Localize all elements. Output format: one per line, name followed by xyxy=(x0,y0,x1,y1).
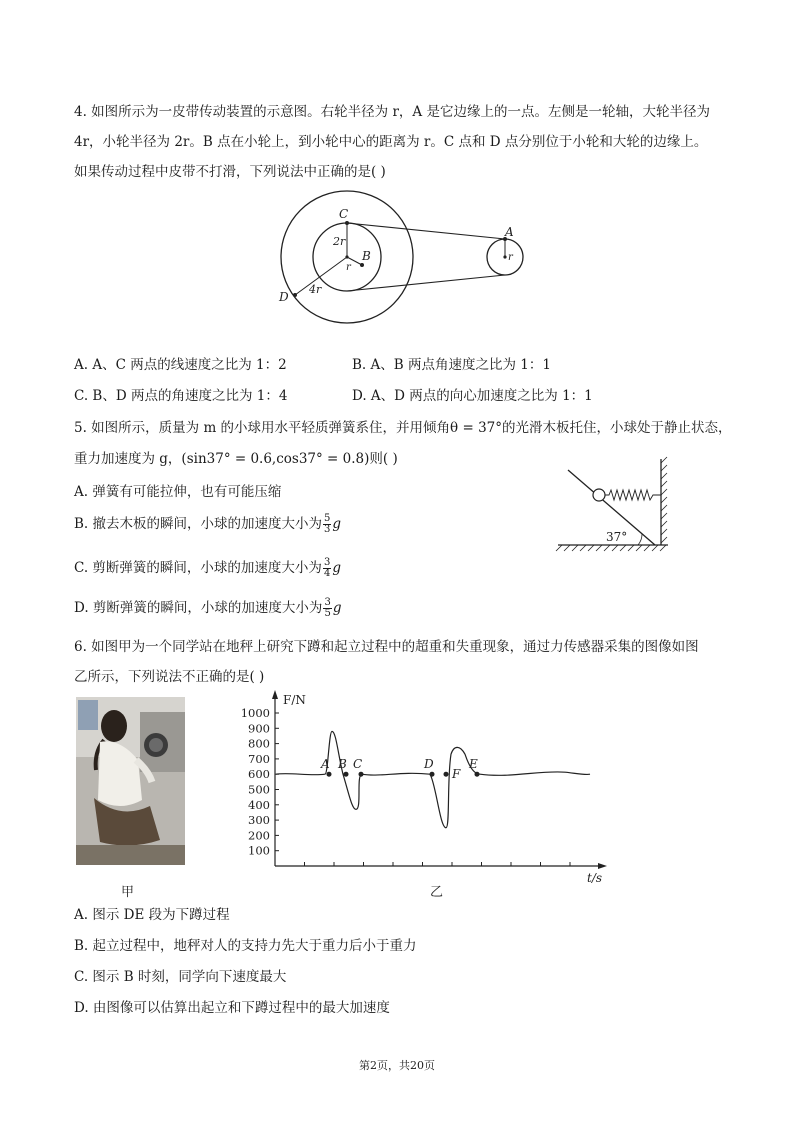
page-footer: 第2页，共20页 xyxy=(359,1059,435,1072)
angle-label: 37° xyxy=(606,530,628,544)
x-axis-arrow xyxy=(598,863,607,869)
q6-option-b[interactable]: B. 起立过程中，地秤对人的支持力先大于重力后小于重力 xyxy=(74,938,417,954)
point-label-C: C xyxy=(353,757,363,772)
y-tick-label: 1000 xyxy=(240,706,270,720)
q6-option-c[interactable]: C. 图示 B 时刻，同学向下速度最大 xyxy=(74,969,287,985)
y-axis-arrow xyxy=(272,690,278,699)
q5-option-b[interactable]: B. 撤去木板的瞬间，小球的加速度大小为 $\frac{5}{3}$ g xyxy=(74,513,342,535)
point-label-E: E xyxy=(469,757,478,772)
y-tick-label: 700 xyxy=(248,751,270,766)
point-D xyxy=(430,772,435,777)
y-tick-label: 500 xyxy=(248,782,270,797)
y-axis-label: F/N xyxy=(283,693,306,707)
q4-option-d[interactable]: D. A、D 两点的向心加速度之比为 1：1 xyxy=(352,388,593,404)
q5-option-c-text: C. 剪断弹簧的瞬间，小球的加速度大小为 xyxy=(74,560,322,576)
label-4r: 4r xyxy=(309,283,322,296)
q4-option-b[interactable]: B. A、B 两点角速度之比为 1：1 xyxy=(352,357,551,373)
point-A xyxy=(327,772,332,777)
point-label-F: F xyxy=(452,767,461,782)
fraction: $\frac{3}{5}$ xyxy=(324,597,331,619)
label-D: D xyxy=(279,290,289,304)
q5-option-c[interactable]: C. 剪断弹簧的瞬间，小球的加速度大小为 $\frac{3}{4}$ g xyxy=(74,557,341,579)
q4-option-a[interactable]: A. A、C 两点的线速度之比为 1：2 xyxy=(74,357,287,373)
y-tick-label: 300 xyxy=(248,813,270,828)
y-tick-label: 800 xyxy=(248,736,270,751)
label-r-right: r xyxy=(508,252,513,263)
label-B: B xyxy=(362,249,371,263)
caption-yi: 乙 xyxy=(430,885,444,900)
point-B xyxy=(344,772,349,777)
label-C: C xyxy=(339,207,349,221)
force-curve xyxy=(276,731,590,827)
q5-line1: 5. 如图所示，质量为 m 的小球用水平轻质弹簧系住，并用倾角θ = 37°的光滑木板托住，小球处于静止状态， xyxy=(74,420,732,436)
point-E xyxy=(475,772,480,777)
point-F xyxy=(444,772,449,777)
label-r-small: r xyxy=(346,262,351,273)
q5-option-a[interactable]: A. 弹簧有可能拉伸，也有可能压缩 xyxy=(74,484,282,500)
q5-line2: 重力加速度为 g，(sin37° = 0.6,cos37° = 0.8)则( ) xyxy=(74,451,398,467)
q4-line3: 如果传动过程中皮带不打滑，下列说法中正确的是( ) xyxy=(74,164,386,180)
fraction: $\frac{3}{4}$ xyxy=(323,557,331,579)
y-tick-label: 900 xyxy=(248,721,270,736)
q5-option-d[interactable]: D. 剪断弹簧的瞬间，小球的加速度大小为 $\frac{3}{5}$ g xyxy=(74,597,342,619)
y-ticks xyxy=(241,706,279,858)
y-tick-label: 200 xyxy=(248,828,270,843)
point-C xyxy=(359,772,364,777)
q5-option-b-text: B. 撤去木板的瞬间，小球的加速度大小为 xyxy=(74,516,323,532)
q6-line1: 6. 如图甲为一个同学站在地秤上研究下蹲和起立过程中的超重和失重现象，通过力传感器采集的图像如图 xyxy=(74,639,699,655)
q4-line2: 4r，小轮半径为 2r。B 点在小轮上，到小轮中心的距离为 r。C 点和 D 点分别位于小轮和大轮的边缘上。 xyxy=(74,134,708,150)
point-label-B: B xyxy=(338,757,347,772)
q6-option-a[interactable]: A. 图示 DE 段为下蹲过程 xyxy=(74,907,230,923)
q6-line2: 乙所示，下列说法不正确的是( ) xyxy=(74,669,265,685)
label-A: A xyxy=(505,225,514,239)
q5-option-d-text: D. 剪断弹簧的瞬间，小球的加速度大小为 xyxy=(74,600,323,616)
point-label-A: A xyxy=(321,757,330,772)
q4-option-c[interactable]: C. B、D 两点的角速度之比为 1：4 xyxy=(74,388,288,404)
y-tick-label: 100 xyxy=(248,843,270,858)
caption-jia: 甲 xyxy=(121,885,135,900)
x-axis-label: t/s xyxy=(587,871,603,885)
fraction: $\frac{5}{3}$ xyxy=(324,513,331,535)
y-tick-label: 400 xyxy=(248,797,270,812)
y-tick-label: 600 xyxy=(248,767,270,782)
q6-option-d[interactable]: D. 由图像可以估算出起立和下蹲过程中的最大加速度 xyxy=(74,1000,390,1016)
q4-line1: 4. 如图所示为一皮带传动装置的示意图。右轮半径为 r，A 是它边缘上的一点。左侧是一轮轴，大轮半径为 xyxy=(74,104,710,120)
point-label-D: D xyxy=(424,757,434,772)
label-2r: 2r xyxy=(333,235,346,248)
